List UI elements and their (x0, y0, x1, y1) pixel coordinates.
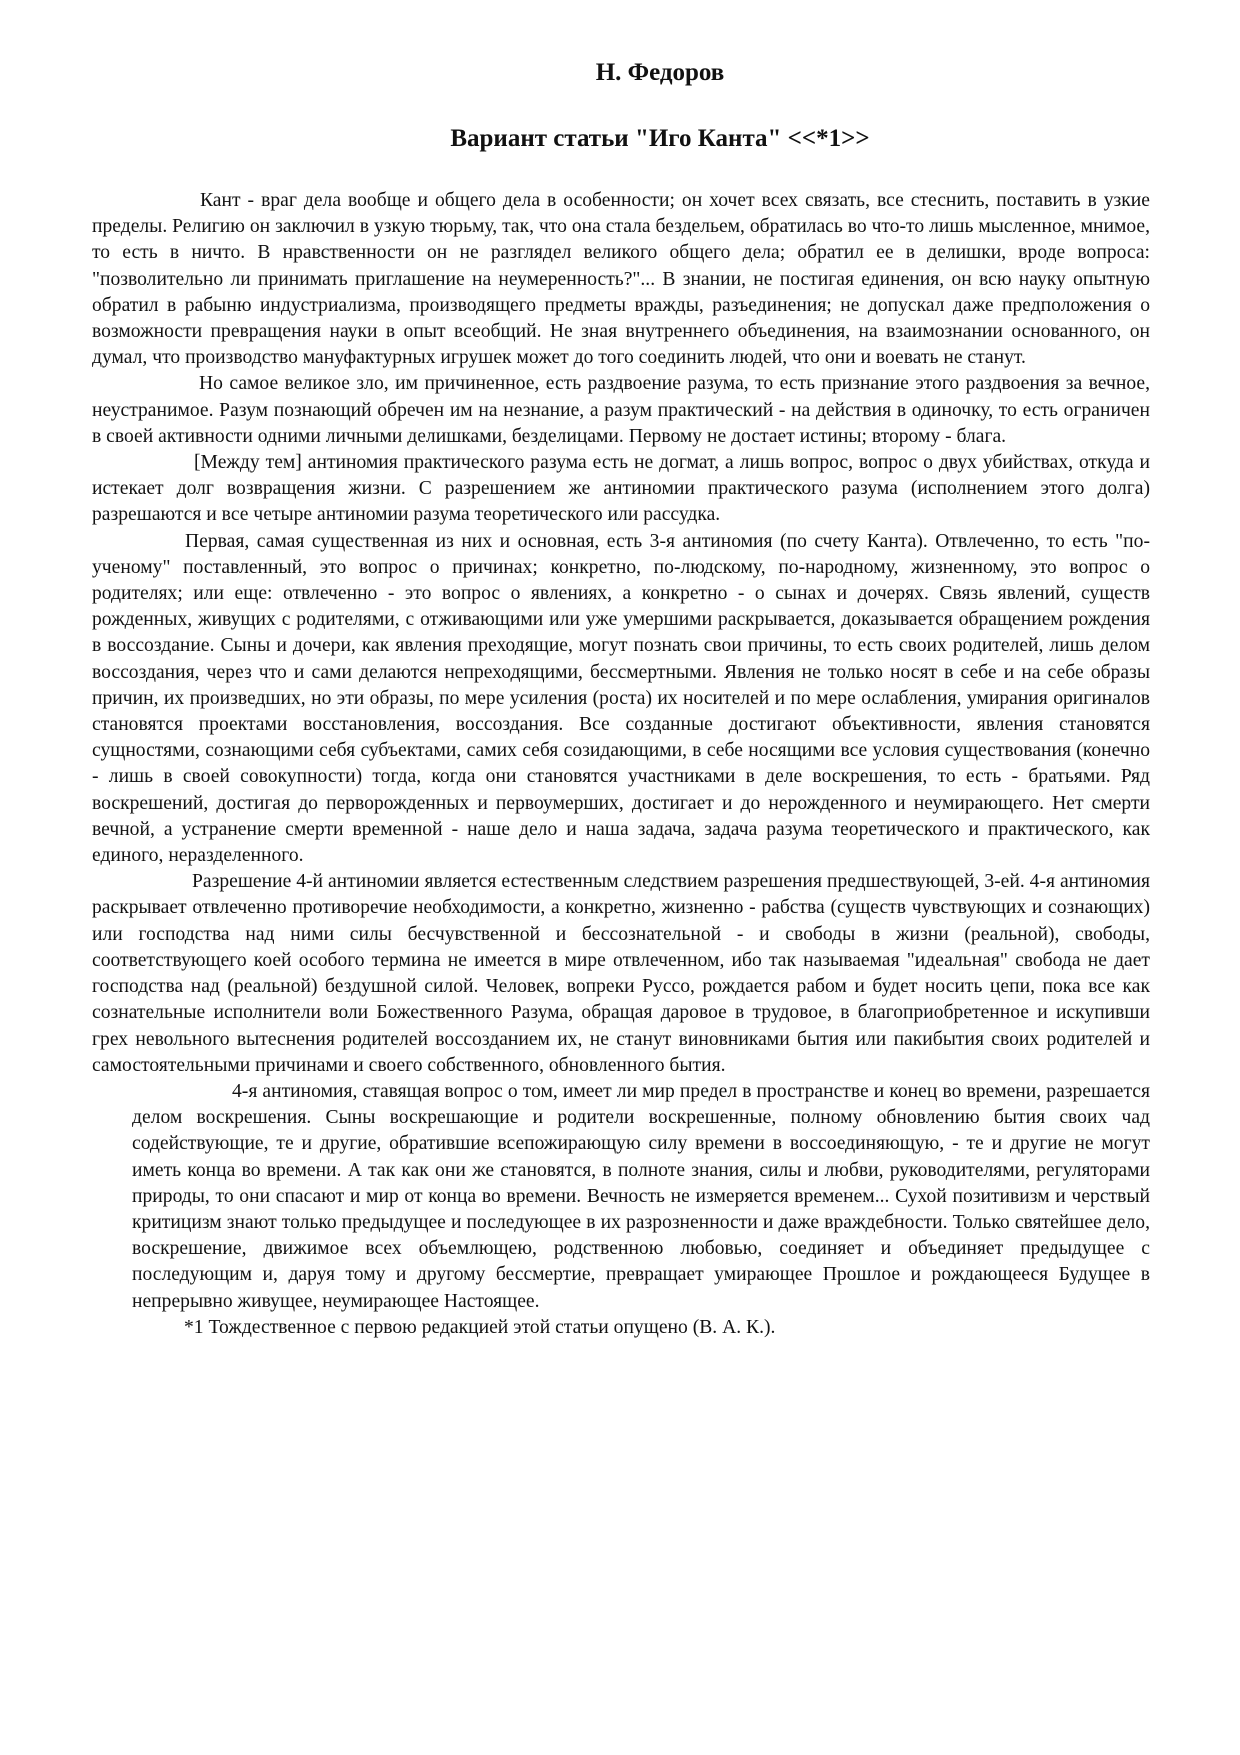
footnote: *1 Тождественное с первою редакцией этой статьи опущено (В. А. К.). (184, 1316, 776, 1338)
paragraph: 4-я антиномия, ставящая вопрос о том, имеет ли мир предел в пространстве и конец во времени, разрешается делом воскрешения. Сыны воскрешающие и родители воскрешенные, полному обновлению бытия своих чад содействующие, те и другие, обратившие всепожирающую силу времени в воссоединяющую, - те и другие не могут иметь конца во времени. А так как они же становятся, в полноте знания, силы и любви, руководителями, регуляторами природы, то они спасают и мир от конца во времени. Вечность не измеряется временем... Сухой позитивизм и черствый критицизм знают только предыдущее и последующее в их разрозненности и даже враждебности. Только святейшее дело, воскрешение, движимое всех объемлющею, родственною любовью, соединяет и объединяет предыдущее с последующим и, даруя тому и другому бессмертие, превращает умирающее Прошлое и рождающееся Будущее в непрерывно живущее, неумирающее Настоящее. (132, 1080, 1150, 1312)
author-name: Н. Федоров (595, 59, 725, 86)
paragraph: Кант - враг дела вообще и общего дела в особенности; он хочет всех связать, все стеснить, поставить в узкие пределы. Религию он заключил в узкую тюрьму, так, что она стала бездельем, обратилась во что-то лишь мысленное, мнимое, то есть в ничто. В нравственности он не разглядел великого общего дела; обратил ее в делишки, вроде вопроса: "позволительно ли принимать приглашение на неумеренность?"... В знании, не постигая единения, он всю науку опытную обратил в рабыню индустриализма, производящего предметы вражды, разъединения; не допускал даже предположения о возможности превращения науки в опыт всеобщий. Не зная внутреннего объединения, на взаимознании основанного, он думал, что производство мануфактурных игрушек может до того соединить людей, что они и воевать не станут. (92, 190, 1150, 369)
article-title: Вариант статьи "Иго Канта" <<*1>> (450, 125, 870, 152)
paragraph: Разрешение 4-й антиномии является естественным следствием разрешения предшествующей, 3-ей. 4-я антиномия раскрывает отвлеченно противоречие необходимости, а конкретно, жизненно - рабства (существ чувствующих и сознающих) или господства над ними силы бесчувственной и бессознательной - и свободы в жизни (реальной), свободы, соответствующего коей особого термина не имеется в мире отвлеченном, ибо так называемая "идеальная" свобода не дает господства над (реальной) бездушной силой. Человек, вопреки Руссо, рождается рабом и будет носить цепи, пока все как сознательные исполнители воли Божественного Разума, обращая даровое в трудовое, в благоприобретенное и искупивши грех невольного вытеснения родителей воссозданием их, не станут виновниками бытия или пакибытия своих родителей и самостоятельными причинами и своего собственного, обновленного бытия. (92, 871, 1150, 1076)
paragraph: [Между тем] антиномия практического разума есть не догмат, а лишь вопрос, вопрос о двух убийствах, откуда и истекает долг возвращения жизни. С разрешением же антиномии практического разума (исполнением этого долга) разрешаются и все четыре антиномии разума теоретического или рассудка. (92, 452, 1150, 526)
article-body (92, 188, 1150, 1341)
paragraph: Но самое великое зло, им причиненное, есть раздвоение разума, то есть признание этого раздвоения за вечное, неустранимое. Разум познающий обречен им на незнание, а разум практический - на действия в одиночку, то есть ограничен в своей активности одними личными делишками, безделицами. Первому не достает истины; второму - блага. (92, 373, 1150, 447)
paragraph: Первая, самая существенная из них и основная, есть 3-я антиномия (по счету Канта). Отвлеченно, то есть "по-ученому" поставленный, это вопрос о причинах; конкретно, по-людскому, по-народному, жизненному, это вопрос о родителях; или еще: отвлеченно - это вопрос о явлениях, а конкретно - о сынах и дочерях. Связь явлений, существ рожденных, живущих с родителями, с отживающими или уже умершими раскрывается, доказывается обращением рождения в воссоздание. Сыны и дочери, как явления преходящие, могут познать свои причины, то есть своих родителей, лишь делом воссоздания, через что и сами делаются непреходящими, бессмертными. Явления не только носят в себе и на себе образы причин, их произведших, но эти образы, по мере усиления (роста) их носителей и по мере ослабления, умирания оригиналов становятся проектами восстановления, воссоздания. Все созданные достигают объективности, явления становятся сущностями, сознающими себя субъектами, самих себя созидающими, в себе носящими все условия существования (конечно - лишь в своей совокупности) тогда, когда они становятся участниками в деле воскрешения, то есть - братьями. Ряд воскрешений, достигая до перворожденных и первоумерших, достигает и до нерожденного и неумирающего. Нет смерти вечной, а устранение смерти временной - наше дело и наша задача, задача разума теоретического и практического, как единого, неразделенного. (92, 530, 1150, 867)
